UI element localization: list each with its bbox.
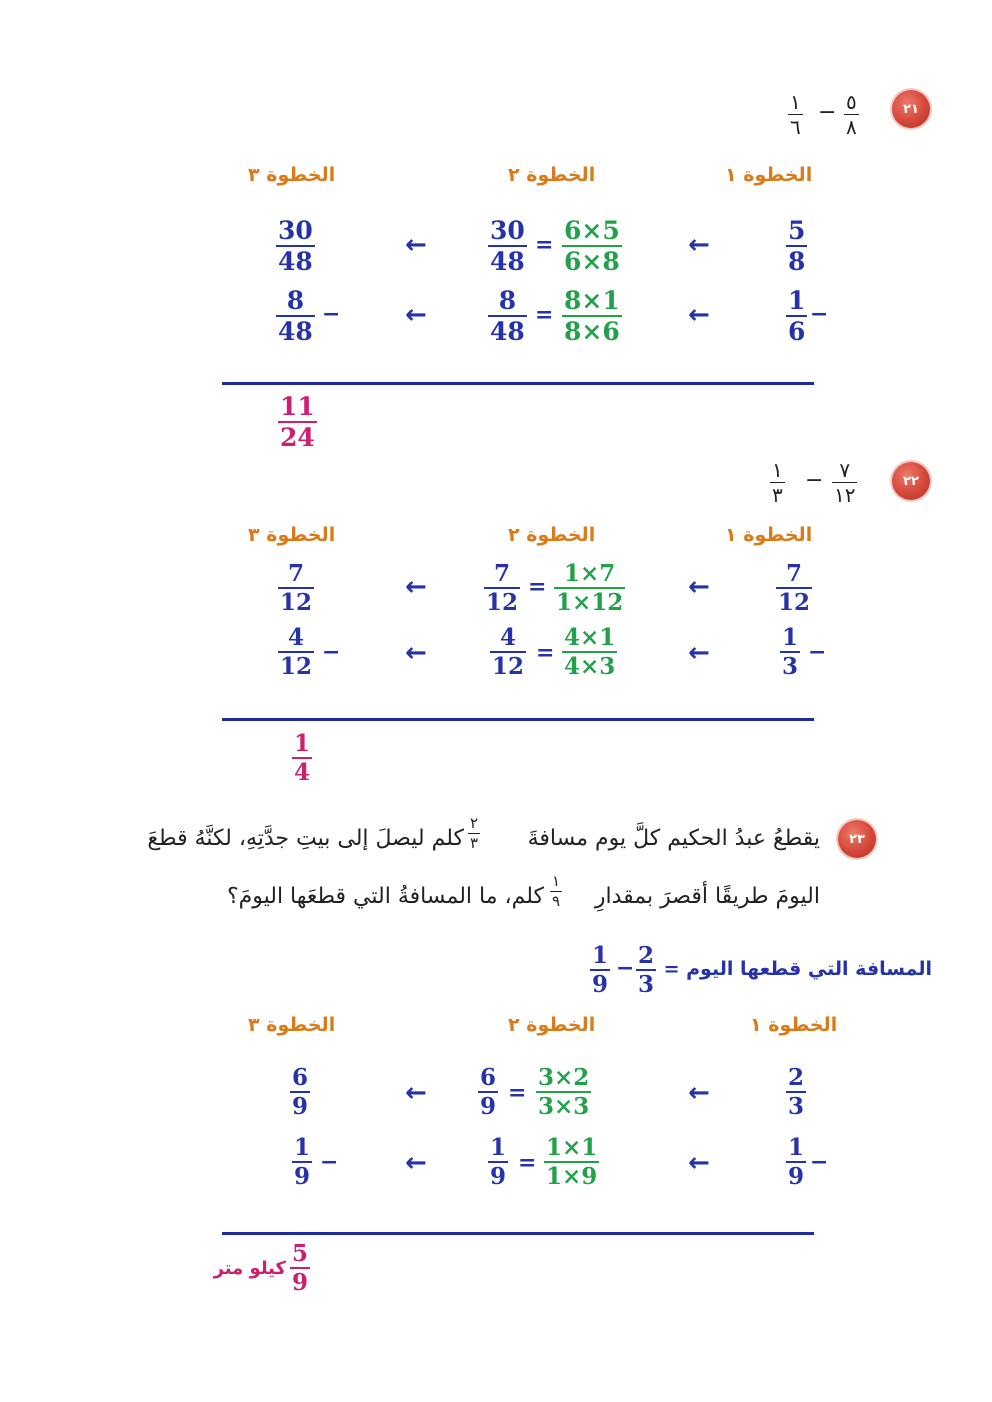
problem-number-badge: ٢١: [892, 90, 930, 128]
multiplied-fraction: $\frac{3\times 2}{3\times 3}$: [538, 1064, 590, 1120]
problem-number-badge: ٢٣: [838, 820, 876, 858]
multiplied-fraction: $\frac{1\times 7}{1\times 12}$: [556, 560, 624, 616]
subtract-sign: −: [320, 1150, 339, 1175]
sum-divider-line: [222, 718, 814, 721]
sum-divider-line: [222, 1232, 814, 1235]
answer-fraction: $\frac{11}{24}$: [280, 392, 315, 452]
original-fraction: $\frac{1}{3}$: [782, 624, 799, 680]
equivalent-fraction: $\frac{1}{9}$: [490, 1134, 507, 1190]
arrow-icon: ←: [405, 638, 427, 668]
result-fraction: $\frac{30}{48}$: [278, 216, 313, 276]
subtract-sign: −: [322, 302, 341, 327]
multiplied-fraction: $\frac{6\times 5}{6\times 8}$: [564, 216, 620, 276]
result-fraction: $\frac{6}{9}$: [292, 1064, 309, 1120]
expression-fraction-b: ١ ٣: [772, 458, 783, 507]
step-3-label: الخطوة ٣: [248, 164, 336, 186]
equals-sign: =: [535, 232, 554, 258]
word-problem-fraction-1: ٢ ٣: [470, 814, 479, 852]
answer-fraction: $\frac{1}{4}$: [294, 730, 311, 786]
step-2-label: الخطوة ٢: [508, 164, 596, 186]
result-fraction: $\frac{1}{9}$: [294, 1134, 311, 1190]
step-1-label: الخطوة ١: [725, 524, 813, 546]
word-problem-fraction-2: ١ ٩: [552, 872, 561, 910]
subtract-sign: −: [808, 640, 827, 665]
original-fraction: $\frac{7}{12}$: [778, 560, 811, 616]
result-fraction: $\frac{8}{48}$: [278, 286, 313, 346]
step-2-label: الخطوة ٢: [508, 1014, 596, 1036]
arrow-icon: ←: [405, 230, 427, 260]
arrow-icon: ←: [405, 1078, 427, 1108]
original-fraction: $\frac{1}{9}$: [788, 1134, 805, 1190]
subtract-sign: −: [322, 640, 341, 665]
equals-sign: =: [528, 574, 547, 600]
arrow-icon: ←: [405, 1148, 427, 1178]
multiplied-fraction: $\frac{4\times 1}{4\times 3}$: [564, 624, 616, 680]
answer-fraction: $\frac{5}{9}$: [292, 1240, 309, 1296]
step-1-label: الخطوة ١: [750, 1014, 838, 1036]
word-problem-line-1b: كلم ليصلَ إلى بيتِ جدَّتِهِ، لكنَّهُ قطعَ: [147, 826, 464, 851]
arrow-icon: ←: [405, 572, 427, 602]
expression-minus: −: [805, 468, 824, 493]
equals-sign: =: [535, 302, 554, 328]
expression-fraction-a: ٧ ١٢: [834, 458, 856, 507]
word-problem-line-2b: كلم، ما المسافةُ التي قطعَها اليومَ؟: [226, 884, 544, 909]
original-fraction: $\frac{1}{6}$: [788, 286, 806, 346]
original-fraction: $\frac{5}{8}$: [788, 216, 806, 276]
result-fraction: $\frac{7}{12}$: [280, 560, 313, 616]
equals-sign: =: [518, 1150, 537, 1176]
word-problem-line-2a: اليومَ طريقًا أقصرَ بمقدارِ: [594, 884, 820, 909]
equivalent-fraction: $\frac{4}{12}$: [492, 624, 525, 680]
arrow-icon: ←: [688, 1078, 710, 1108]
expression-fraction-b: ١ ٦: [790, 90, 801, 139]
step-2-label: الخطوة ٢: [508, 524, 596, 546]
equivalent-fraction: $\frac{6}{9}$: [480, 1064, 497, 1120]
step-1-label: الخطوة ١: [725, 164, 813, 186]
equation-fraction-b: $\frac{1}{9}$: [592, 942, 609, 998]
expression-fraction-a: ٥ ٨: [846, 90, 857, 139]
problem-number-badge: ٢٢: [892, 462, 930, 500]
equivalent-fraction: $\frac{7}{12}$: [486, 560, 519, 616]
arrow-icon: ←: [688, 572, 710, 602]
arrow-icon: ←: [688, 638, 710, 668]
equation-fraction-a: $\frac{2}{3}$: [638, 942, 655, 998]
equals-sign: =: [536, 640, 555, 666]
expression-minus: −: [818, 100, 837, 125]
equivalent-fraction: $\frac{30}{48}$: [490, 216, 525, 276]
equals-sign: =: [508, 1080, 527, 1106]
answer-unit: كيلو متر: [213, 1258, 286, 1279]
step-3-label: الخطوة ٣: [248, 524, 336, 546]
arrow-icon: ←: [688, 300, 710, 330]
subtract-sign: −: [810, 302, 829, 327]
equation-label: المسافة التي قطعها اليوم =: [663, 958, 932, 980]
equation-minus: −: [616, 956, 635, 981]
step-3-label: الخطوة ٣: [248, 1014, 336, 1036]
subtract-sign: −: [810, 1150, 829, 1175]
equivalent-fraction: $\frac{8}{48}$: [490, 286, 525, 346]
arrow-icon: ←: [688, 1148, 710, 1178]
multiplied-fraction: $\frac{8\times 1}{8\times 6}$: [564, 286, 620, 346]
original-fraction: $\frac{2}{3}$: [788, 1064, 805, 1120]
multiplied-fraction: $\frac{1\times 1}{1\times 9}$: [546, 1134, 598, 1190]
arrow-icon: ←: [688, 230, 710, 260]
arrow-icon: ←: [405, 300, 427, 330]
result-fraction: $\frac{4}{12}$: [280, 624, 313, 680]
word-problem-line-1a: يقطعُ عبدُ الحكيم كلَّ يوم مسافةَ: [527, 826, 820, 851]
sum-divider-line: [222, 382, 814, 385]
